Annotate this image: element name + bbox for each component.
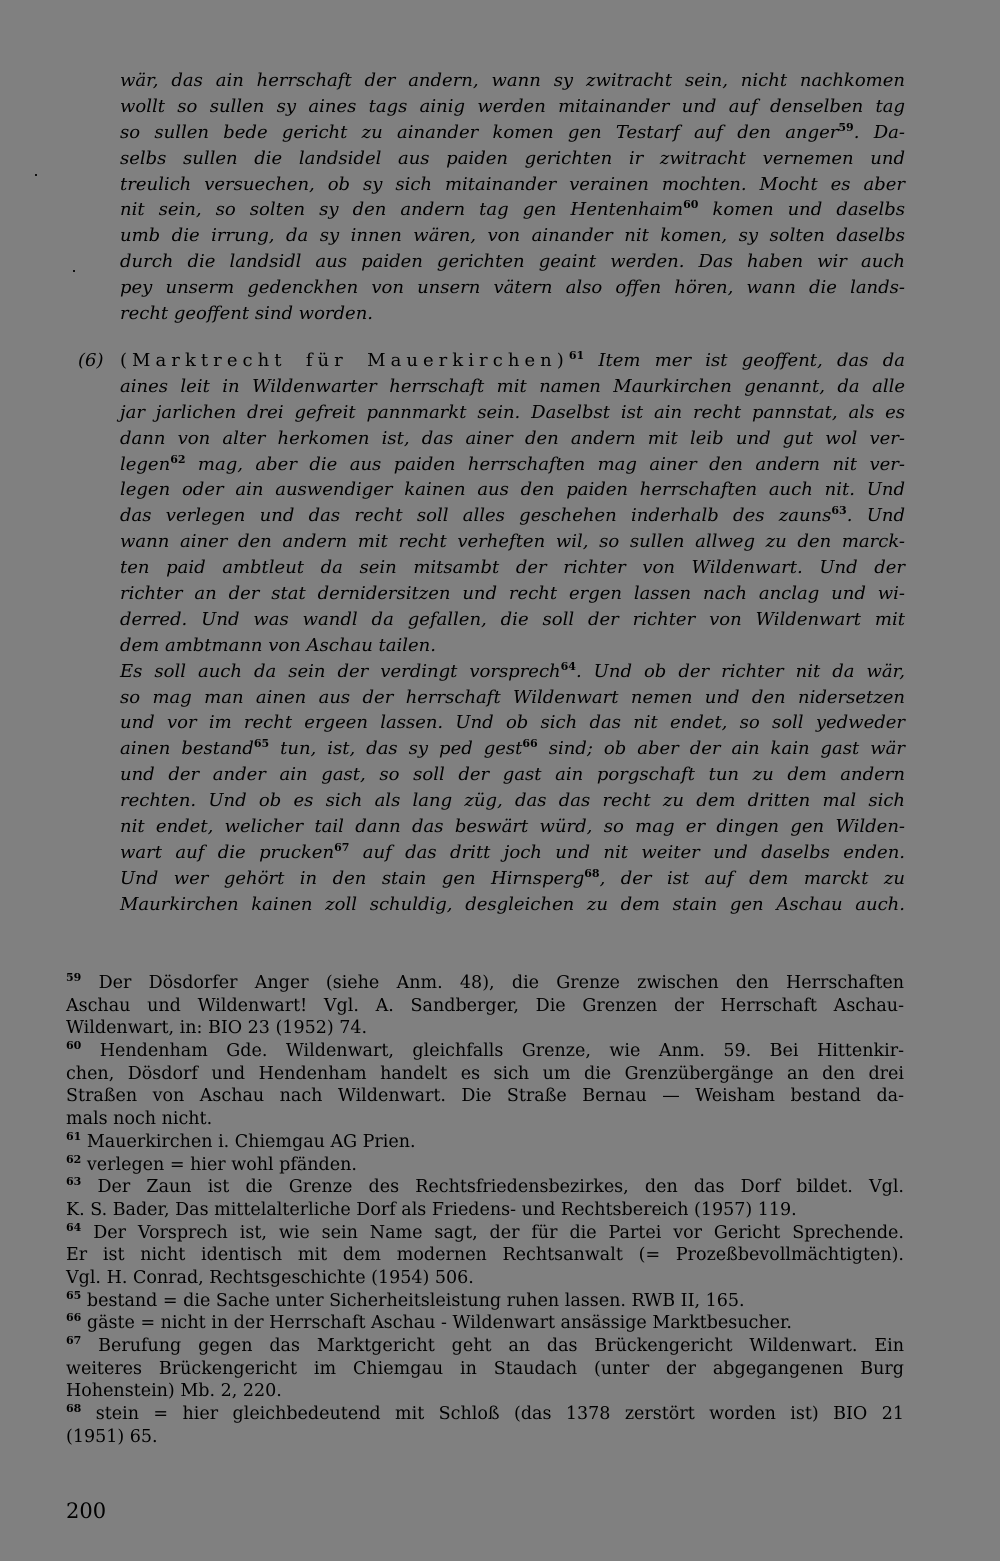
footnote-line: Straßen von Aschau nach Wildenwart. Die Straße Bernau — Weisham bestand da- bbox=[66, 1086, 904, 1107]
scan-speck bbox=[73, 270, 75, 272]
footnote-line: weiteres Brückengericht im Chiemgau in Staudach (unter der abgegangenen Burg bbox=[66, 1358, 904, 1379]
section-heading-line: (Marktrecht für Mauerkirchen)$^{61}$ Item mer ist geoffent, das da bbox=[120, 349, 905, 371]
text-line: selbs sullen die landsidel aus paiden gerichten ir zwitracht vernemen und bbox=[120, 147, 905, 169]
text-line: legen$^{62}$ mag, aber die aus paiden herrschaften mag ainer den andern nit ver- bbox=[120, 452, 905, 475]
footnote-number: 64 bbox=[66, 1220, 82, 1234]
text-line: Es soll auch da sein der verdingt vorsprech$^{64}$. Und ob der richter nit da wär, bbox=[120, 659, 905, 682]
scan-speck bbox=[35, 174, 37, 176]
footnote-ref: 63 bbox=[831, 504, 847, 518]
footnote-line: $^{60}$ Hendenham Gde. Wildenwart, gleichfalls Grenze, wie Anm. 59. Bei Hittenkir- bbox=[66, 1039, 904, 1062]
footnote-line: Er ist nicht identisch mit dem modernen Rechtsanwalt (= Prozeßbevollmächtigten). bbox=[66, 1245, 904, 1266]
footnote-number: 62 bbox=[66, 1152, 82, 1166]
footnote-line: $^{65}$ bestand = die Sache unter Sicherheitsleistung ruhen lassen. RWB II, 165. bbox=[66, 1288, 745, 1311]
text-line: wollt so sullen sy aines tags ainig werden mitainander und auf denselben tag bbox=[120, 95, 905, 117]
footnote-number: 63 bbox=[66, 1175, 82, 1189]
footnote-ref: 67 bbox=[334, 840, 350, 854]
footnote-entry bbox=[66, 1154, 904, 1177]
text-line: so mag man ainen aus der herrschaft Wildenwart nemen und den nidersetzen bbox=[120, 686, 905, 708]
text-line: jar jarlichen drei gefreit pannmarkt sein. Daselbst ist ain recht pannstat, als es bbox=[120, 401, 905, 423]
text-line: treulich versuechen, ob sy sich mitainander verainen mochten. Mocht es aber bbox=[120, 173, 905, 195]
text-line: richter an der stat dernidersitzen und recht ergen lassen nach anclag und wi- bbox=[120, 583, 905, 605]
footnote-number: 66 bbox=[66, 1311, 82, 1325]
footnote-entry bbox=[66, 1335, 904, 1403]
text-line: rechten. Und ob es sich als lang züg, das das recht zu dem dritten mal sich bbox=[120, 790, 905, 812]
text-line: und der ander ain gast, so soll der gast ain porgschaft tun zu dem andern bbox=[120, 764, 905, 786]
footnote-entry bbox=[66, 972, 904, 1040]
footnote-entry bbox=[66, 1176, 904, 1221]
text-line: umb die irrung, da sy innen wären, von ainander nit komen, sy solten daselbs bbox=[120, 225, 905, 247]
text-line: recht geoffent sind worden. bbox=[120, 303, 374, 325]
footnote-number: 67 bbox=[66, 1334, 82, 1348]
footnote-entry bbox=[66, 1290, 904, 1313]
footnote-line: $^{62}$ verlegen = hier wohl pfänden. bbox=[66, 1152, 357, 1175]
text-line: dem ambtmann von Aschau tailen. bbox=[120, 634, 436, 656]
footnote-line: $^{64}$ Der Vorsprech ist, wie sein Name sagt, der für die Partei vor Gericht Sprechende. bbox=[66, 1220, 904, 1243]
footnote-number: 65 bbox=[66, 1288, 82, 1302]
footnote-line: Vgl. H. Conrad, Rechtsgeschichte (1954) 506. bbox=[66, 1267, 474, 1288]
text-line: durch die landsidl aus paiden gerichten geaint werden. Das haben wir auch bbox=[120, 251, 905, 273]
footnote-line: $^{66}$ gäste = nicht in der Herrschaft Aschau - Wildenwart ansässige Marktbesucher. bbox=[66, 1311, 792, 1334]
footnote-ref: 61 bbox=[568, 349, 585, 362]
text-line: aines leit in Wildenwarter herrschaft mit namen Maurkirchen genannt, da alle bbox=[120, 375, 905, 397]
footnote-number: 68 bbox=[66, 1402, 82, 1416]
text-line: wär, das ain herrschaft der andern, wann sy zwitracht sein, nicht nachkomen bbox=[120, 70, 905, 91]
footnote-number: 60 bbox=[66, 1039, 82, 1053]
text-line: ainen bestand$^{65}$ tun, ist, das sy ped gest$^{66}$ sind; ob aber der ain kain gast wär bbox=[120, 737, 905, 760]
footnote-number: 59 bbox=[66, 971, 82, 985]
footnote-entry bbox=[66, 1312, 904, 1335]
footnote-entry bbox=[66, 1222, 904, 1290]
footnote-ref: 62 bbox=[170, 452, 186, 466]
text-line: nit endet, welicher tail dann das beswärt würd, so mag er dingen gen Wilden- bbox=[120, 816, 905, 838]
footnote-line: Hohenstein) Mb. 2, 220. bbox=[66, 1381, 282, 1402]
text-line: und vor im recht ergeen lassen. Und ob sich das nit endet, so soll yedweder bbox=[120, 712, 905, 734]
footnote-line: $^{63}$ Der Zaun ist die Grenze des Rechtsfriedensbezirkes, den das Dorf bildet. Vgl. bbox=[66, 1175, 904, 1198]
page-number: 200 bbox=[66, 1499, 107, 1523]
footnote-entry bbox=[66, 1040, 904, 1131]
footnote-line: $^{61}$ Mauerkirchen i. Chiemgau AG Prien. bbox=[66, 1129, 416, 1152]
text-line: pey unserm gedenckhen von unsern vätern also offen hören, wann die lands- bbox=[120, 277, 905, 299]
text-line: wann ainer den andern mit recht verheften wil, so sullen allweg zu den marck- bbox=[120, 531, 905, 553]
footnote-line: $^{68}$ stein = hier gleichbedeutend mit Schloß (das 1378 zerstört worden ist) BIO 21 bbox=[66, 1402, 904, 1425]
text-line: nit sein, so solten sy den andern tag gen Hentenhaim$^{60}$ komen und daselbs bbox=[120, 198, 906, 221]
footnote-ref: 64 bbox=[560, 659, 576, 673]
main-text-block-2 bbox=[120, 348, 905, 918]
text-line: das verlegen und das recht soll alles geschehen inderhalb des zauns$^{63}$. Und bbox=[120, 504, 905, 527]
section-title: (Marktrecht für Mauerkirchen) bbox=[120, 350, 569, 371]
text-line: legen oder ain auswendiger kainen aus den paiden herrschaften auch nit. Und bbox=[120, 479, 905, 501]
footnote-ref: 59 bbox=[838, 120, 854, 134]
footnote-entry bbox=[66, 1131, 904, 1154]
text-line: so sullen bede gericht zu ainander komen gen Testarf auf den anger$^{59}$. Da- bbox=[120, 120, 905, 143]
footnote-ref: 68 bbox=[584, 866, 600, 880]
footnote-line: Aschau und Wildenwart! Vgl. A. Sandberger, Die Grenzen der Herrschaft Aschau- bbox=[66, 995, 904, 1016]
footnote-line: K. S. Bader, Das mittelalterliche Dorf als Friedens- und Rechtsbereich (1957) 119. bbox=[66, 1199, 797, 1220]
text-line: dann von alter herkomen ist, das ainer den andern mit leib und gut wol ver- bbox=[120, 427, 905, 449]
footnote-entry bbox=[66, 1403, 904, 1448]
footnote-line: $^{59}$ Der Dösdorfer Anger (siehe Anm. 48), die Grenze zwischen den Herrschaften bbox=[66, 971, 904, 993]
main-text-block-1 bbox=[120, 68, 905, 327]
section-number: (6) bbox=[78, 350, 104, 371]
footnote-ref: 66 bbox=[522, 737, 538, 751]
text-line: ten paid ambtleut da sein mitsambt der richter von Wildenwart. Und der bbox=[120, 557, 905, 579]
footnotes bbox=[66, 972, 904, 1448]
text-line: Maurkirchen kainen zoll schuldig, desgleichen zu dem stain gen Aschau auch. bbox=[120, 893, 905, 915]
text-line: wart auf die prucken$^{67}$ auf das dritt joch und nit weiter und daselbs enden. bbox=[120, 840, 906, 863]
footnote-ref: 65 bbox=[253, 737, 270, 751]
footnote-line: $^{67}$ Berufung gegen das Marktgericht geht an das Brückengericht Wildenwart. Ein bbox=[66, 1334, 904, 1356]
text-line: derred. Und was wandl da gefallen, die soll der richter von Wildenwart mit bbox=[120, 608, 905, 630]
footnote-ref: 60 bbox=[683, 198, 699, 212]
footnote-number: 61 bbox=[66, 1129, 82, 1143]
footnote-line: chen, Dösdorf und Hendenham handelt es sich um die Grenzübergänge an den drei bbox=[66, 1063, 904, 1084]
footnote-line: (1951) 65. bbox=[66, 1426, 158, 1447]
footnote-line: Wildenwart, in: BIO 23 (1952) 74. bbox=[66, 1018, 368, 1039]
text-line: Und wer gehört in den stain gen Hirnsperg$^{68}$, der ist auf dem marckt zu bbox=[120, 866, 905, 889]
footnote-line: mals noch nicht. bbox=[66, 1109, 213, 1130]
